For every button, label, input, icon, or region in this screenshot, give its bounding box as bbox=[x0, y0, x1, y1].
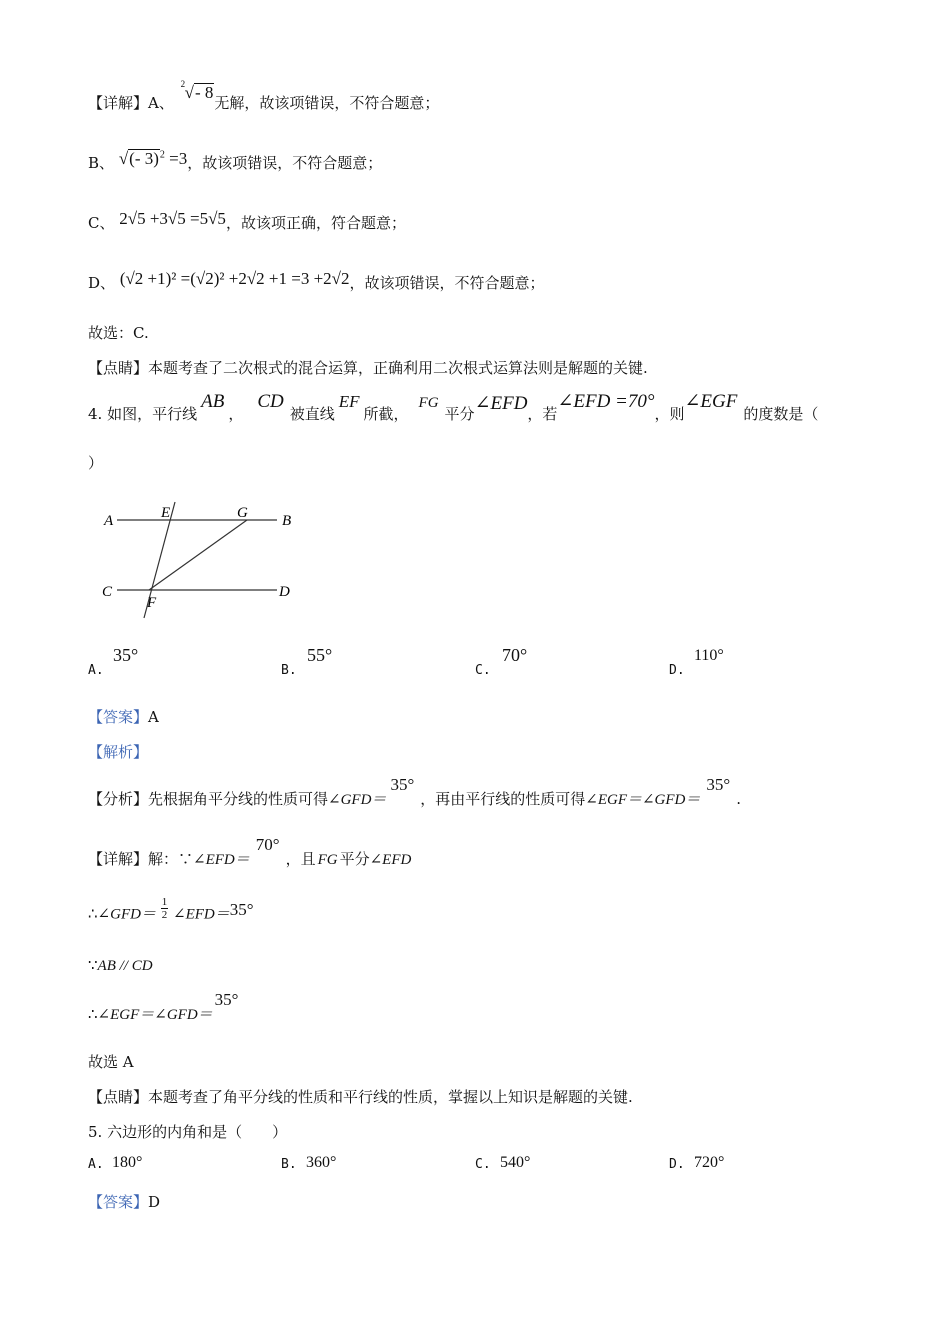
q4-option-c-letter: C. bbox=[475, 663, 491, 678]
q3-line-b: B、 √(- 3)$^2$ =3，故该项错误，不符合题意； bbox=[88, 149, 383, 172]
c-expr: 2√5 +3√5 =5√5 bbox=[119, 209, 226, 228]
q4-comment: 【点睛】本题考查了角平分线的性质和平行线的性质，掌握以上知识是解题的关键. bbox=[88, 1088, 633, 1106]
q4-option-a-letter: A. bbox=[88, 663, 104, 678]
q3-line-d: D、 (√2 +1)² =(√2)² +2√2 +1 =3 +2√2，故该项错误，不符合题意； bbox=[88, 269, 545, 292]
q4-option-b-value: 55° bbox=[307, 645, 333, 665]
q5-option-c-letter: C. bbox=[475, 1157, 491, 1172]
q5-answer: 【答案】D bbox=[88, 1193, 161, 1211]
q4-option-d-value: 110° bbox=[694, 647, 724, 664]
label-f: F bbox=[147, 595, 157, 611]
q5-option-d-value: 720° bbox=[694, 1154, 725, 1171]
q5-option-c-value: 540° bbox=[500, 1154, 531, 1171]
q4-stem-close: ） bbox=[88, 454, 104, 472]
q4-option-c-value: 70° bbox=[502, 645, 528, 665]
q3-line-a: 【详解】A、 2 √- 8无解，故该项错误，不符合题意； bbox=[88, 79, 440, 112]
q4-option-a-value: 35° bbox=[113, 645, 139, 665]
d-expr: (√2 +1)² =(√2)² +2√2 +1 =3 +2√2 bbox=[119, 269, 350, 288]
sqrt-expr: √(- 3)$^2$ =3 bbox=[118, 149, 188, 168]
q4-analysis: 【分析】先根据角平分线的性质可得∠GFD＝35°，再由平行线的性质可得∠EGF＝∠GFD＝35°. bbox=[88, 775, 741, 808]
q3-choice: 故选：C. bbox=[88, 324, 149, 342]
q5-option-d-letter: D. bbox=[669, 1157, 685, 1172]
label-e: E bbox=[161, 505, 171, 521]
line-fg bbox=[149, 520, 247, 590]
q5-option-a-letter: A. bbox=[88, 1157, 104, 1172]
q4-choice: 故选 A bbox=[88, 1053, 134, 1071]
q3-comment: 【点睛】本题考查了二次根式的混合运算，正确利用二次根式运算法则是解题的关键. bbox=[88, 359, 648, 377]
label-c: C bbox=[102, 584, 113, 600]
q5-option-b-value: 360° bbox=[306, 1154, 337, 1171]
label-a: A bbox=[104, 513, 114, 529]
fraction-one-half: $\frac{1}{2}$ bbox=[161, 896, 168, 922]
q5-stem: 5. 六边形的内角和是（ ） bbox=[88, 1123, 288, 1141]
q4-step-2: ∵AB // CD bbox=[88, 956, 153, 974]
q4-option-d-letter: D. bbox=[669, 663, 685, 678]
cube-root-expr: 2 √- 8 bbox=[180, 79, 214, 102]
q3-line-c: C、 2√5 +3√5 =5√5，故该项正确，符合题意； bbox=[88, 209, 406, 232]
label-d: D bbox=[279, 584, 290, 600]
q4-option-b-letter: B. bbox=[281, 663, 297, 678]
q4-stem: 4. 如图，平行线AB，CD被直线EF所截，FG平分∠EFD，若∠EFD =70°，则∠EGF的度数是（ bbox=[88, 391, 819, 423]
label-g: G bbox=[237, 505, 248, 521]
q4-answer: 【答案】A bbox=[88, 708, 159, 726]
q4-analysis-tag: 【解析】 bbox=[88, 743, 149, 761]
label-b: B bbox=[282, 513, 292, 529]
q5-option-b-letter: B. bbox=[281, 1157, 297, 1172]
q4-detail: 【详解】解：∵∠EFD＝70°，且 FG 平分∠EFD bbox=[88, 835, 412, 868]
q4-step-1: ∴∠GFD＝ $\frac{1}{2}$ ∠EFD＝35° bbox=[88, 896, 254, 923]
q4-step-3: ∴∠EGF＝∠GFD＝35° bbox=[88, 990, 239, 1023]
parallel-lines-figure bbox=[95, 498, 305, 624]
q5-option-a-value: 180° bbox=[112, 1154, 143, 1171]
